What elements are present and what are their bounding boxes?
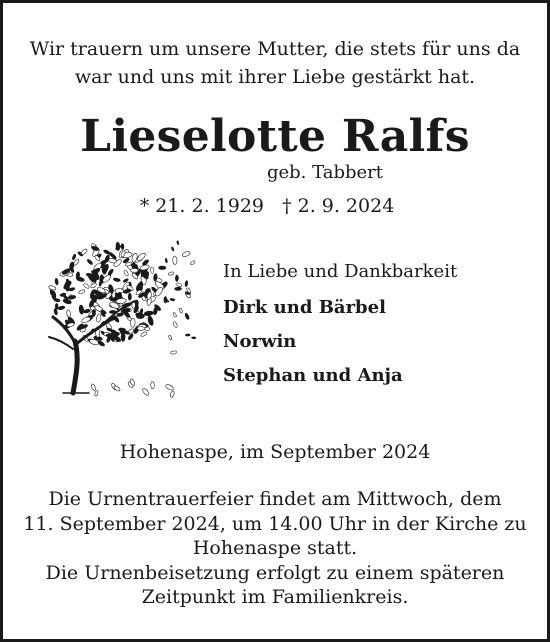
birth-name: geb. Tabbert	[266, 162, 383, 183]
service-line: Zeitpunkt im Familienkreis.	[141, 586, 409, 608]
intro-text	[3, 35, 547, 91]
service-line: Die Urnenbeisetzung erfolgt zu einem späteren	[45, 561, 505, 584]
service-line: Die Urnentrauerfeier findet am Mittwoch, dem	[48, 488, 502, 510]
service-info	[3, 487, 547, 610]
death-date: † 2. 9. 2024	[282, 195, 395, 217]
place-date: Hohenaspe, im September 2024	[119, 441, 431, 463]
intro-line: Wir trauern um unsere Mutter, die stets für uns da	[29, 38, 521, 60]
birth-date: * 21. 2. 1929	[139, 195, 265, 217]
family-member: Norwin	[223, 331, 297, 352]
windblown-tree-icon	[43, 231, 203, 411]
deceased-name: Lieselotte Ralfs	[80, 111, 470, 162]
thanks-line: In Liebe und Dankbarkeit	[223, 261, 458, 282]
intro-line: war und uns mit ihrer Liebe gestärkt hat.	[74, 66, 476, 88]
family-member: Dirk und Bärbel	[223, 297, 386, 318]
life-dates	[0, 193, 539, 219]
service-line: 11. September 2024, um 14.00 Uhr in der Kirche zu	[23, 512, 527, 535]
mourners-block	[223, 259, 457, 399]
service-line: Hohenaspe statt.	[192, 537, 358, 559]
family-member: Stephan und Anja	[223, 365, 403, 386]
